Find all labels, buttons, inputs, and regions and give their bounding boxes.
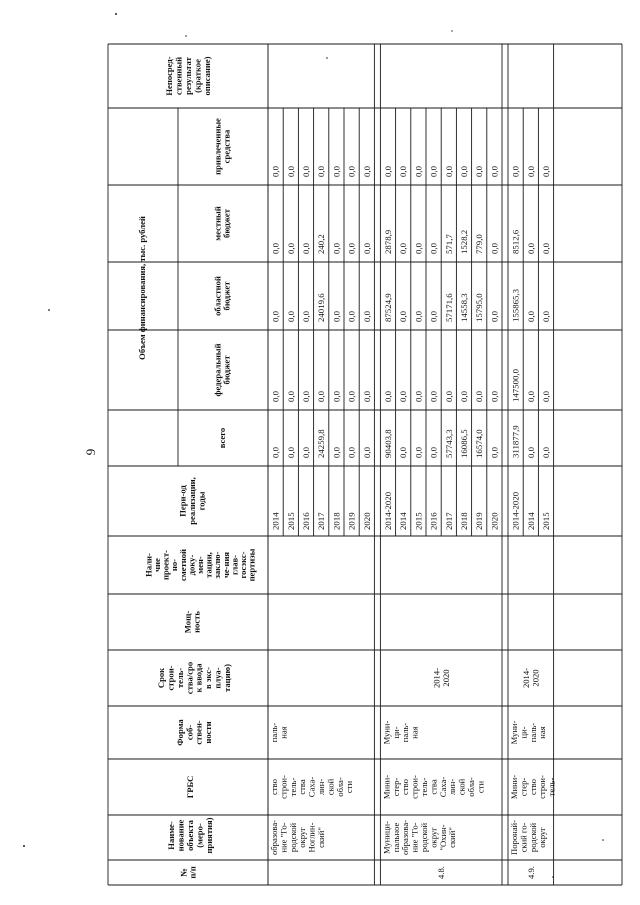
- period-cell: 2018: [331, 512, 342, 530]
- regional-cell: 24019,6: [316, 293, 327, 322]
- object-name: Муници-: [381, 821, 392, 854]
- period-cell: 2014-2020: [383, 491, 393, 530]
- grbs-name: обла-: [466, 777, 476, 797]
- header-object-name: объекта: [185, 820, 195, 851]
- ownership-form: паль-: [269, 722, 279, 743]
- local-cell: 0,0: [285, 243, 296, 254]
- grbs-name: ской: [325, 778, 336, 796]
- object-name: "Охин-: [437, 824, 448, 851]
- attracted-cell: 0,0: [428, 166, 439, 177]
- header-object-name: Наиме-: [166, 821, 177, 850]
- federal-cell: 0,0: [361, 391, 372, 402]
- period-cell: 2014-2020: [510, 491, 521, 530]
- local-cell: 0,0: [346, 243, 357, 254]
- regional-cell: 14558,3: [459, 293, 469, 322]
- header-construction-term: к ввода: [193, 663, 204, 693]
- federal-cell: 0,0: [489, 391, 500, 402]
- construction-term: 2014-: [431, 667, 442, 689]
- grbs-name: обла-: [334, 777, 345, 797]
- local-cell: 0,0: [525, 243, 536, 254]
- row-number: 4.9.: [525, 866, 536, 879]
- federal-cell: 0,0: [346, 391, 357, 402]
- federal-cell: 0,0: [443, 391, 454, 402]
- federal-cell: 0,0: [270, 391, 281, 402]
- attracted-cell: 0,0: [270, 166, 281, 177]
- grbs-name: ство: [527, 779, 538, 795]
- total-cell: 0,0: [428, 447, 439, 458]
- local-cell: 1528,2: [459, 229, 469, 254]
- regional-cell: 0,0: [346, 311, 357, 322]
- grbs-name: лин-: [316, 778, 326, 796]
- grbs-name: ской: [456, 778, 467, 796]
- period-cell: 2018: [459, 512, 469, 530]
- header-direct-result: ственный: [173, 56, 184, 96]
- grbs-name: стер-: [518, 777, 529, 797]
- attracted-cell: 0,0: [346, 166, 357, 177]
- construction-term: 2014-: [521, 667, 532, 689]
- header-number: №: [178, 868, 189, 877]
- regional-cell: 57171,6: [443, 293, 454, 322]
- regional-cell: 0,0: [541, 311, 551, 322]
- local-cell: 571,7: [443, 234, 454, 254]
- header-ownership-form: соб-: [184, 724, 195, 741]
- attracted-cell: 0,0: [316, 166, 327, 177]
- period-cell: 2019: [474, 512, 485, 530]
- local-cell: 0,0: [541, 243, 551, 254]
- regional-cell: 0,0: [428, 311, 439, 322]
- header-project-documentation: чие: [152, 558, 162, 572]
- row-number: 4.8.: [436, 866, 447, 879]
- object-name: ский": [316, 827, 326, 848]
- regional-cell: 0,0: [270, 311, 281, 322]
- total-cell: 16574,0: [474, 429, 485, 458]
- grbs-name: ства: [428, 779, 439, 795]
- grbs-name: Саха-: [306, 776, 317, 798]
- header-capacity: Мощ-: [182, 610, 193, 634]
- period-cell: 2015: [285, 512, 296, 530]
- federal-cell: 0,0: [383, 391, 393, 402]
- object-name: округ: [537, 827, 548, 848]
- attracted-cell: 0,0: [443, 166, 454, 177]
- attracted-cell: 0,0: [474, 166, 485, 177]
- regional-cell: 0,0: [285, 311, 296, 322]
- header-federal-budget: федеральный: [212, 343, 223, 397]
- header-project-documentation: сметной: [177, 549, 188, 581]
- header-direct-result: (краткое: [192, 59, 203, 93]
- header-ownership-form: Форма: [174, 719, 185, 746]
- local-cell: 0,0: [428, 243, 439, 254]
- regional-cell: 0,0: [525, 311, 536, 322]
- object-name: образова-: [400, 819, 411, 856]
- header-local-budget: бюджет: [221, 209, 232, 238]
- header-object-name: приятия): [203, 817, 214, 854]
- federal-cell: 0,0: [525, 391, 536, 402]
- header-number: п/п: [187, 866, 198, 879]
- federal-cell: 0,0: [541, 391, 551, 402]
- header-local-budget: местный: [212, 206, 223, 241]
- object-name: округ: [297, 827, 308, 848]
- object-name: родской: [287, 822, 298, 853]
- attracted-cell: 0,0: [361, 166, 372, 177]
- attracted-cell: 0,0: [383, 166, 393, 177]
- local-cell: 2878,9: [383, 229, 393, 254]
- header-ownership-form: ствен-: [193, 720, 204, 745]
- federal-cell: 147500,0: [510, 369, 521, 402]
- local-cell: 8512,6: [510, 229, 521, 254]
- ownership-form: паль-: [400, 722, 411, 743]
- header-direct-result: описание): [201, 56, 212, 96]
- grbs-name: строи-: [537, 775, 548, 799]
- period-cell: 2014: [270, 512, 281, 530]
- period-cell: 2017: [443, 512, 454, 530]
- header-construction-term: строи-: [165, 665, 176, 691]
- grbs-name: тель-: [419, 777, 429, 797]
- local-cell: 0,0: [398, 243, 409, 254]
- grbs-name: сти: [344, 780, 355, 794]
- attracted-cell: 0,0: [301, 166, 311, 177]
- table-text: [137, 56, 557, 879]
- federal-cell: 0,0: [413, 391, 424, 402]
- period-cell: 2016: [428, 512, 439, 530]
- ownership-form: Муни-: [381, 720, 392, 745]
- header-grbs: ГРБС: [185, 775, 195, 799]
- grbs-name: сти: [475, 780, 486, 794]
- total-cell: 16086,5: [459, 429, 469, 458]
- attracted-cell: 0,0: [398, 166, 409, 177]
- page-number: 9: [83, 448, 98, 456]
- attracted-cell: 0,0: [525, 166, 536, 177]
- period-cell: 2019: [346, 512, 357, 530]
- grbs-name: строи-: [409, 775, 420, 799]
- header-regional-budget: областной: [212, 276, 223, 316]
- header-implementation-period: Пери-од: [177, 485, 188, 517]
- total-cell: 0,0: [489, 447, 500, 458]
- ownership-form: ци-: [390, 726, 401, 739]
- total-cell: 90403,8: [383, 429, 393, 458]
- header-project-documentation: мен-: [195, 556, 205, 574]
- construction-term: 2020: [440, 669, 451, 687]
- grbs-name: Мини-: [381, 774, 392, 800]
- grbs-name: тель-: [287, 777, 298, 797]
- federal-cell: 0,0: [428, 391, 439, 402]
- regional-cell: 0,0: [398, 311, 409, 322]
- total-cell: 57743,3: [443, 429, 454, 458]
- total-cell: 0,0: [398, 447, 409, 458]
- local-cell: 0,0: [301, 243, 311, 254]
- regional-cell: 0,0: [361, 311, 372, 322]
- federal-cell: 0,0: [331, 391, 342, 402]
- total-cell: 0,0: [301, 447, 311, 458]
- regional-cell: 15795,0: [474, 293, 485, 322]
- grbs-name: лин-: [447, 778, 458, 796]
- grbs-name: ства: [297, 779, 308, 795]
- period-cell: 2020: [489, 512, 500, 530]
- local-cell: 0,0: [270, 243, 281, 254]
- header-project-documentation: доку-: [186, 554, 197, 576]
- header-project-documentation: глав-: [229, 554, 240, 576]
- header-project-documentation: че-ния: [220, 551, 231, 579]
- total-cell: 0,0: [285, 447, 296, 458]
- header-regional-budget: бюджет: [221, 281, 232, 311]
- header-project-documentation: но-: [169, 558, 180, 572]
- attracted-cell: 0,0: [489, 166, 500, 177]
- header-construction-term: тель-: [174, 667, 185, 689]
- attracted-cell: 0,0: [285, 166, 296, 177]
- grbs-name: ство: [400, 779, 411, 795]
- total-cell: 0,0: [346, 447, 357, 458]
- object-name: ский": [447, 827, 458, 848]
- object-name: ние "Го-: [278, 822, 289, 853]
- attracted-cell: 0,0: [331, 166, 342, 177]
- header-object-name: нование: [175, 819, 186, 852]
- header-construction-term: ства/сро: [184, 661, 195, 695]
- ownership-form: ная: [409, 726, 420, 739]
- grbs-name: ство: [269, 779, 279, 795]
- object-name: образова-: [269, 819, 279, 856]
- regional-cell: 0,0: [413, 311, 424, 322]
- attracted-cell: 0,0: [510, 166, 521, 177]
- object-name: ние "Го-: [409, 822, 420, 853]
- local-cell: 779,0: [474, 234, 485, 254]
- ownership-form: Муни-: [509, 720, 519, 745]
- regional-cell: 0,0: [489, 311, 500, 322]
- total-cell: 24259,8: [316, 429, 327, 458]
- local-cell: 0,0: [489, 243, 500, 254]
- object-name: пальное: [390, 822, 401, 853]
- object-name: родской: [527, 822, 538, 853]
- construction-term: 2020: [530, 669, 541, 687]
- header-project-documentation: пертизы: [246, 548, 257, 582]
- local-cell: 240,2: [316, 234, 327, 254]
- object-name: округ: [428, 827, 439, 848]
- object-name: родской: [419, 822, 429, 853]
- federal-cell: 0,0: [285, 391, 296, 402]
- local-cell: 0,0: [361, 243, 372, 254]
- header-project-documentation: проект-: [160, 550, 171, 580]
- header-object-name: (меро-: [194, 823, 205, 848]
- local-cell: 0,0: [413, 243, 424, 254]
- header-capacity: ность: [191, 611, 202, 633]
- ownership-form: ци-: [518, 726, 529, 739]
- header-project-documentation: заклю-: [212, 551, 223, 579]
- federal-cell: 0,0: [398, 391, 409, 402]
- object-name: Поронай-: [509, 820, 519, 855]
- grbs-name: Мини-: [509, 774, 519, 800]
- total-cell: 0,0: [331, 447, 342, 458]
- regional-cell: 87524,9: [383, 293, 393, 322]
- object-name: Ноглин-: [306, 822, 317, 853]
- ownership-form: ная: [537, 726, 548, 739]
- header-project-documentation: Нали-: [143, 553, 154, 577]
- local-cell: 0,0: [331, 243, 342, 254]
- header-direct-result: Непосред-: [164, 56, 175, 96]
- federal-cell: 0,0: [316, 391, 327, 402]
- grbs-name: строи-: [278, 775, 289, 799]
- object-name: ский го-: [518, 822, 529, 853]
- federal-cell: 0,0: [459, 391, 469, 402]
- grbs-name: тель-: [546, 777, 557, 797]
- period-cell: 2014: [525, 512, 536, 530]
- total-cell: 0,0: [541, 447, 551, 458]
- header-construction-term: плуа-: [212, 667, 223, 689]
- period-cell: 2020: [361, 512, 372, 530]
- attracted-cell: 0,0: [459, 166, 469, 177]
- header-total: всего: [217, 427, 227, 449]
- header-construction-term: тацию): [221, 664, 232, 692]
- total-cell: 0,0: [361, 447, 372, 458]
- header-construction-term: Срок: [156, 667, 167, 689]
- federal-cell: 0,0: [301, 391, 311, 402]
- header-direct-result: результат: [183, 57, 193, 95]
- period-cell: 2015: [413, 512, 424, 530]
- period-cell: 2014: [398, 512, 409, 530]
- ownership-form: ная: [278, 726, 289, 739]
- header-project-documentation: тации,: [203, 552, 214, 578]
- header-attracted-funds: средства: [221, 129, 232, 164]
- grbs-name: Саха-: [437, 776, 448, 798]
- total-cell: 0,0: [525, 447, 536, 458]
- attracted-cell: 0,0: [541, 166, 551, 177]
- header-project-documentation: госэкс-: [238, 551, 248, 579]
- ownership-form: паль-: [527, 722, 538, 743]
- header-financing-volume: Объем финансирования, тыс. рублей: [137, 216, 147, 360]
- header-implementation-period: реализации,: [187, 477, 197, 525]
- regional-cell: 0,0: [301, 311, 311, 322]
- total-cell: 311877,9: [510, 425, 521, 458]
- header-construction-term: в экс-: [203, 667, 214, 689]
- total-cell: 0,0: [413, 447, 424, 458]
- period-cell: 2017: [316, 512, 327, 530]
- regional-cell: 0,0: [331, 311, 342, 322]
- attracted-cell: 0,0: [413, 166, 424, 177]
- grbs-name: стер-: [390, 777, 401, 797]
- header-attracted-funds: привлеченные: [212, 118, 223, 175]
- period-cell: 2015: [541, 512, 551, 530]
- total-cell: 0,0: [270, 447, 281, 458]
- header-federal-budget: бюджет: [221, 355, 232, 385]
- regional-cell: 155865,3: [510, 289, 521, 322]
- header-ownership-form: ности: [203, 721, 214, 744]
- federal-cell: 0,0: [474, 391, 485, 402]
- header-implementation-period: годы: [196, 491, 207, 511]
- period-cell: 2016: [301, 512, 311, 530]
